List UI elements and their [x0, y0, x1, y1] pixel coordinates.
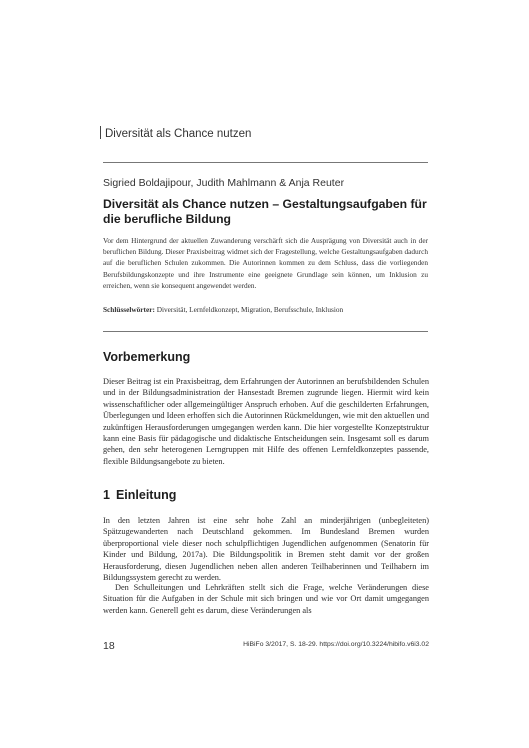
keywords-text: Diversität, Lernfeldkonzept, Migration, Berufsschule, Inklusion [156, 305, 344, 314]
section-number: 1 [103, 488, 110, 502]
running-header-text: Diversität als Chance nutzen [105, 128, 252, 140]
page-number: 18 [103, 640, 115, 652]
divider-top [103, 162, 428, 163]
citation: HiBiFo 3/2017, S. 18-29. https://doi.org/10.3224/hibifo.v6i3.02 [243, 641, 429, 648]
keywords [103, 304, 428, 315]
keywords-label: Schlüsselwörter: [103, 305, 155, 314]
introduction-paragraph-1: In den letzten Jahren ist eine sehr hohe Zahl an minderjährigen (unbegleiteten) Spätzugewanderten nach Deutschland gekommen. Im Bundesland Bremen wurden überproportional viele dieser noch schulpflichtigen Jugendlichen aufgenommen (Senatorin für Kinder und Bildung, 2017a). Die Bildungspolitik in Bremen steht damit vor der großen Herausforderung, diesen Jugendlichen neben allen anderen Teilhaberinnen und Teilhabern im Bildungssystem gerecht zu werden. [103, 516, 429, 583]
section-heading-preface: Vorbemerkung [103, 350, 191, 364]
section-heading-introduction [103, 488, 176, 503]
introduction-paragraph-2: Den Schulleitungen und Lehrkräften stellt sich die Frage, welche Veränderungen diese Situation für die Aufgaben in der Schule mit sich bringen und wie vor Ort damit umgegangen werden kann. Generell geht es darum, diese Veränderungen als [103, 583, 429, 615]
authors: Sigried Boldajipour, Judith Mahlmann & Anja Reuter [103, 177, 345, 189]
running-header [100, 126, 251, 142]
header-bar [100, 126, 101, 139]
abstract: Vor dem Hintergrund der aktuellen Zuwanderung verschärft sich die Ausprägung von Diversität auch in der beruflichen Bildung. Dieser Praxisbeitrag widmet sich der Fragestellung, welche Gestaltungsaufgaben dadurch auf die beruflichen Schulen zukommen. Die Autorinnen kommen zu dem Schluss, dass die vorliegenden Berufsbildungskonzepte und ihre Instrumente eine geeignete Grundlage sein können, um Inklusion zu erreichen, wenn sie konsequent angewendet werden. [103, 236, 428, 290]
section-title: Einleitung [115, 488, 177, 502]
preface-paragraph: Dieser Beitrag ist ein Praxisbeitrag, dem Erfahrungen der Autorinnen an berufsbildenden Schulen und in der Bildungsadministration der Hansestadt Bremen zugrunde liegen. Hiermit wird kein wissenschaftlicher oder allgemeingültiger Anspruch erhoben. Auf die geschilderten Erfahrungen, Überlegungen und Ideen erhoffen sich die Autorinnen Rückmeldungen, wie mit den aktuellen und zukünftigen Herausforderungen umgegangen werden kann. Die hier vorgestellte Konzeptstruktur kann eine Basis für pädagogische und didaktische Entscheidungen sein. Insgesamt soll es darum gehen, den sehr heterogenen Lerngruppen mit Hilfe des offenen Lernfeldkonzeptes passende, flexible Bildungsangebote zu bieten. [103, 377, 429, 466]
divider-bottom [103, 331, 428, 332]
article-title: Diversität als Chance nutzen – Gestaltungsaufgaben für die berufliche Bildung [103, 197, 427, 226]
